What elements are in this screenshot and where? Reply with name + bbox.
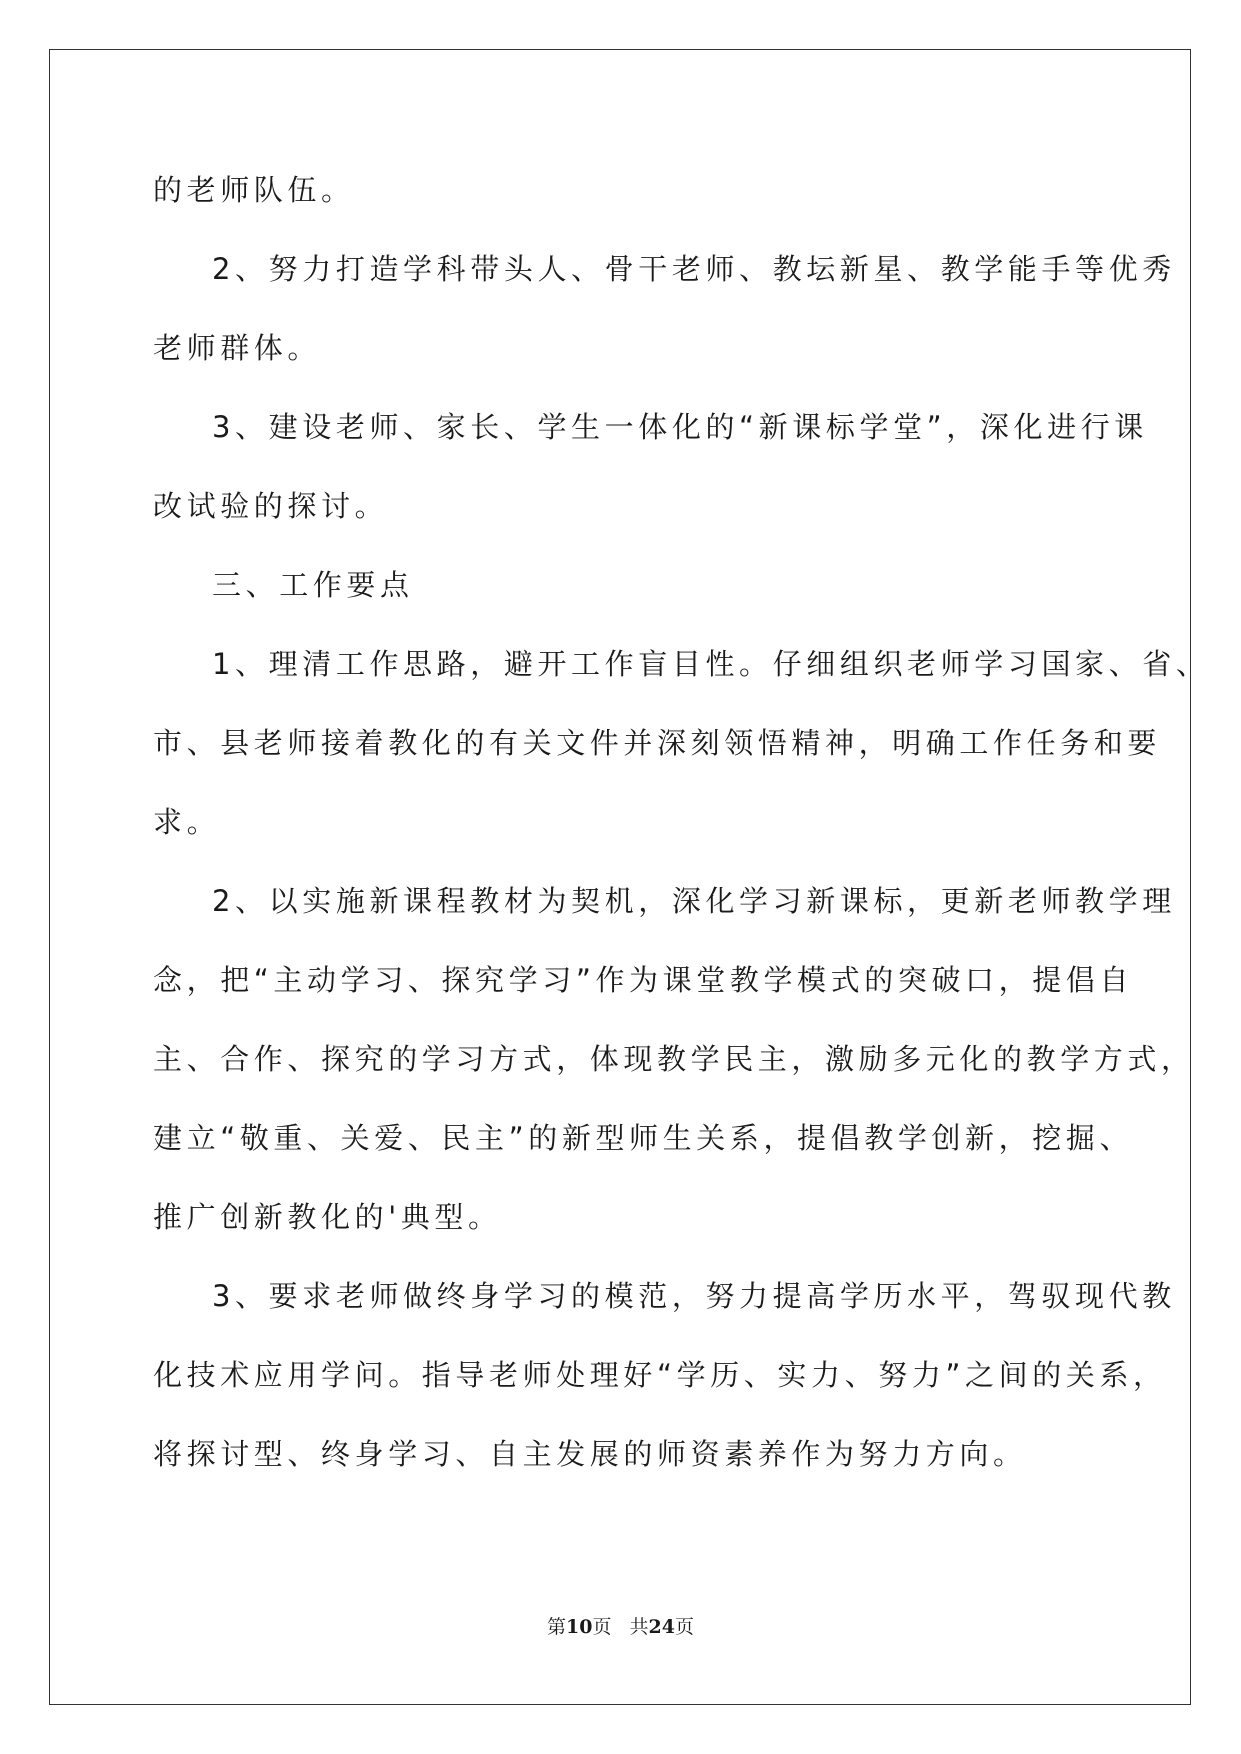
section-heading: 三、工作要点 (212, 568, 414, 602)
text-line: 3、建设老师、家长、学生一体化的“新课标学堂”，深化进行课 (212, 410, 1148, 444)
text-line: 2、以实施新课程教材为契机，深化学习新课标，更新老师教学理 (212, 884, 1176, 918)
page-footer (0, 1615, 1241, 1639)
text-line: 老师群体。 (153, 331, 322, 365)
page-number-suffix: 页 (592, 1616, 612, 1638)
text-line: 念，把“主动学习、探究学习”作为课堂教学模式的突破口，提倡自 (153, 963, 1134, 997)
total-pages-suffix: 页 (674, 1616, 694, 1638)
text-line: 的老师队伍。 (153, 173, 355, 207)
text-line: 推广创新教化的'典型。 (153, 1200, 502, 1234)
text-line: 求。 (153, 805, 221, 839)
text-line: 3、要求老师做终身学习的模范，努力提高学历水平，驾驭现代教 (212, 1279, 1176, 1313)
page-number-prefix: 第 (547, 1616, 567, 1638)
text-line: 1、理清工作思路，避开工作盲目性。仔细组织老师学习国家、省、 (212, 647, 1210, 681)
text-line: 建立“敬重、关爱、民主”的新型师生关系，提倡教学创新，挖掘、 (153, 1121, 1134, 1155)
total-pages-number: 24 (648, 1616, 675, 1638)
text-line: 2、努力打造学科带头人、骨干老师、教坛新星、教学能手等优秀 (212, 252, 1176, 286)
current-page-number: 10 (566, 1616, 593, 1638)
text-line: 市、县老师接着教化的有关文件并深刻领悟精神，明确工作任务和要 (153, 726, 1162, 760)
text-line: 化技术应用学问。指导老师处理好“学历、实力、努力”之间的关系， (153, 1358, 1167, 1392)
text-line: 主、合作、探究的学习方式，体现教学民主，激励多元化的教学方式， (153, 1042, 1195, 1076)
total-pages-prefix: 共 (629, 1616, 649, 1638)
text-line: 将探讨型、终身学习、自主发展的师资素养作为努力方向。 (153, 1437, 1027, 1471)
text-line: 改试验的探讨。 (153, 489, 389, 523)
